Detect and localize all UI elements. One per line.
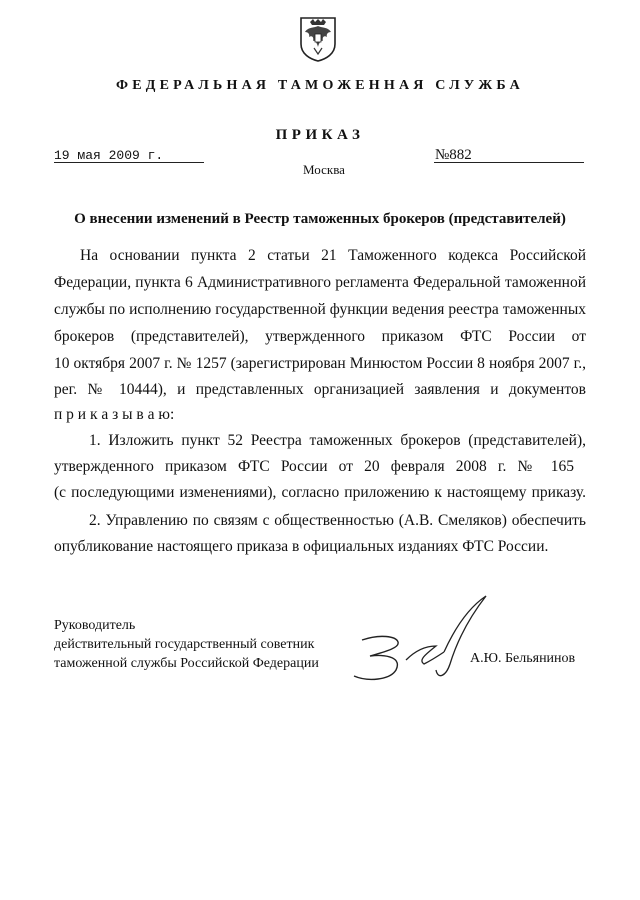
- item1-line: 1. Изложить пункт 52 Реестра таможенных брокеров (представителей),: [89, 432, 586, 449]
- preamble-line: 10 октября 2007 г. № 1257 (зарегистрирован Минюстом России 8 ноября 2007 г.,: [54, 355, 586, 372]
- preamble-line: брокеров (представителей), утвержденного приказом ФТС России от: [54, 328, 586, 345]
- city: Москва: [303, 162, 345, 177]
- preamble-line: Федерации, пункта 6 Административного регламента Федеральной таможенной: [54, 274, 586, 291]
- position-line: действительный государственный советник: [54, 637, 315, 652]
- item2-line: опубликование настоящего приказа в официальных изданиях ФТС России.: [54, 538, 549, 555]
- preamble-line: На основании пункта 2 статьи 21 Таможенного кодекса Российской: [80, 247, 586, 264]
- preamble-line: рег. № 10444), и представленных организацией заявления и документов: [54, 381, 586, 398]
- order-title: О внесении изменений в Реестр таможенных брокеров (представителей): [74, 211, 566, 227]
- item1-line: (с последующими изменениями), согласно приложению к настоящему приказу.: [54, 484, 586, 501]
- handwritten-signature: [340, 590, 490, 690]
- position-line: таможенной службы Российской Федерации: [54, 656, 319, 671]
- order-date: 19 мая 2009 г.: [54, 148, 164, 163]
- agency-name: ФЕДЕРАЛЬНАЯ ТАМОЖЕННАЯ СЛУЖБА: [116, 78, 524, 93]
- item2-line: 2. Управлению по связям с общественностью (А.В. Смеляков) обеспечить: [89, 512, 586, 529]
- document-type: ПРИКАЗ: [275, 127, 365, 143]
- preamble-line: службы по исполнению государственной функции ведения реестра таможенных: [54, 301, 586, 318]
- signatory-name: А.Ю. Бельянинов: [470, 651, 576, 666]
- coat-of-arms-icon: [298, 14, 338, 62]
- item1-line: утвержденного приказом ФТС России от 20 февраля 2008 г. № 165: [54, 458, 574, 475]
- order-number: №882: [435, 147, 472, 163]
- order-directive: п р и к а з ы в а ю:: [54, 406, 175, 423]
- signatory-position: [54, 616, 319, 673]
- position-line: Руководитель: [54, 618, 136, 633]
